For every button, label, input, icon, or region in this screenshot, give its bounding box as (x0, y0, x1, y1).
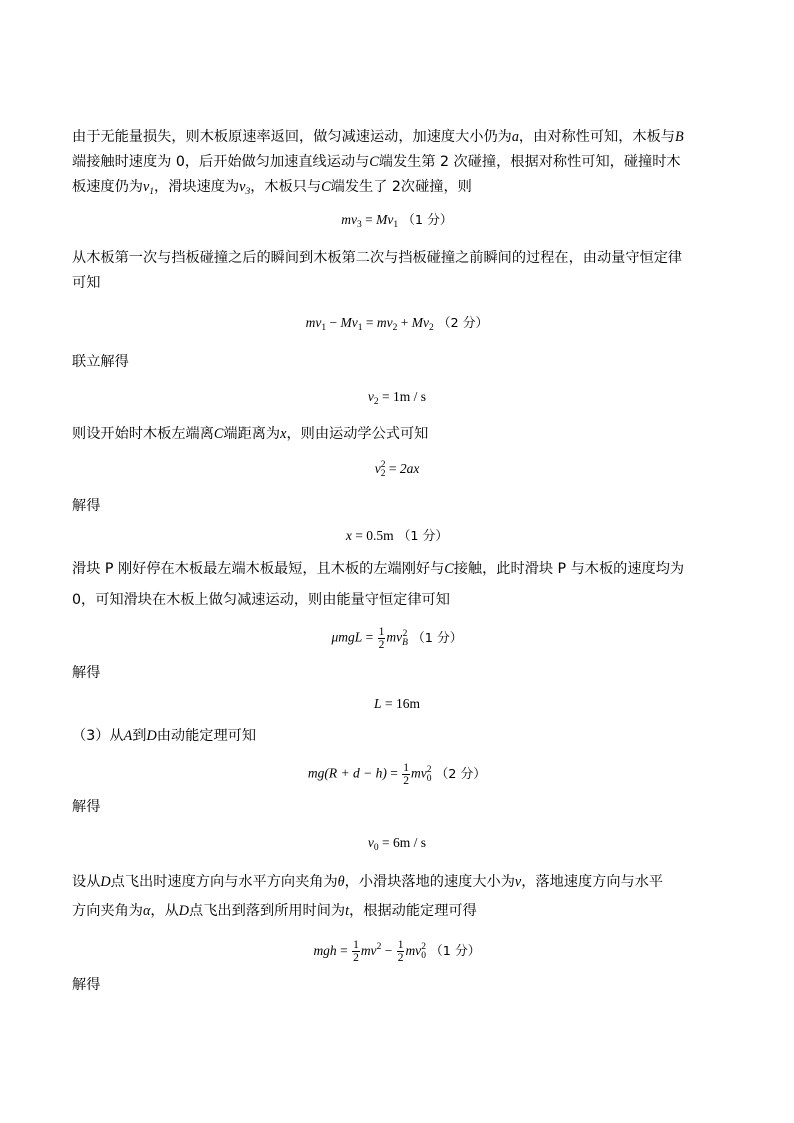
variable: x (280, 426, 287, 442)
equation-4 (0, 460, 794, 479)
subscript: 0 (421, 950, 426, 961)
paragraph-line (72, 178, 472, 201)
text: 到 (132, 728, 147, 744)
score-note: （1 分） (411, 630, 463, 646)
variable: C (444, 561, 454, 577)
score-note: （2 分） (435, 766, 487, 782)
eq-operator: = (385, 461, 400, 476)
eq-operator: = (336, 943, 352, 958)
text: 则设开始时木板左端离 (72, 426, 214, 442)
text: 端接触时速度为 0，后开始做匀加速直线运动与 (72, 154, 370, 170)
fraction (397, 939, 405, 964)
eq-term: 0.5m (366, 528, 394, 543)
eq-term: v (367, 389, 374, 404)
eq-operator: + (397, 315, 412, 330)
text: ，落地速度方向与水平 (521, 874, 664, 890)
eq-operator: = (381, 696, 396, 711)
eq-term: L (374, 696, 382, 711)
text: 由于无能量损失，则木板原速率返回，做匀减速运动，加速度大小仍为 (72, 129, 512, 145)
paragraph-line (72, 591, 450, 609)
equation-9 (0, 834, 794, 857)
equation-2 (0, 314, 794, 337)
subscript: 1 (393, 220, 399, 230)
paragraph-line (72, 353, 129, 371)
subscript: 2 (392, 323, 398, 333)
text: 端发生了 2次碰撞，则 (330, 179, 472, 195)
variable: D (178, 903, 190, 919)
text: 方向夹角为 (72, 903, 143, 919)
eq-term: Mv (376, 212, 394, 227)
superscript: 2 (380, 459, 386, 470)
text: （3）从 (72, 728, 124, 744)
eq-term: mgh (313, 943, 337, 958)
paragraph-line (72, 249, 682, 267)
text: ，则由运动学公式可知 (286, 426, 429, 442)
score-note: （2 分） (437, 316, 489, 331)
variable: B (675, 129, 684, 145)
variable: θ (337, 874, 345, 890)
eq-term: mv (360, 943, 377, 958)
paragraph-line (72, 798, 100, 816)
numerator: 1 (403, 762, 409, 774)
fraction (402, 762, 410, 787)
text: ，从 (150, 903, 179, 919)
eq-operator: = (362, 315, 377, 330)
text: 解得 (72, 498, 101, 514)
text: 0，可知滑块在木板上做匀减速运动，则由能量守恒定律可知 (72, 592, 450, 608)
paragraph-line (72, 727, 256, 745)
eq-term: 2ax (399, 461, 420, 476)
fraction (352, 939, 360, 964)
subscript: 1 (149, 187, 155, 197)
subscript: 3 (357, 220, 362, 230)
denominator: 2 (397, 952, 404, 965)
eq-term: v (374, 461, 381, 476)
subscript: 2 (373, 397, 379, 407)
paragraph-line (72, 274, 100, 292)
numerator: 1 (353, 939, 359, 952)
numerator: 1 (378, 626, 385, 638)
equation-7 (0, 695, 794, 713)
paragraph-line (72, 902, 477, 920)
eq-term: mv (305, 315, 322, 330)
text: 点飞出时速度方向与水平方向夹角为 (110, 874, 338, 890)
text: 由动能定理可知 (156, 728, 257, 744)
score-note: （1 分） (397, 529, 449, 544)
subscript: 2 (380, 468, 386, 479)
eq-operator: − (326, 315, 341, 330)
eq-operator: = (386, 765, 402, 781)
eq-operator: = (361, 212, 377, 227)
eq-term: μmgL (331, 629, 363, 645)
denominator: 2 (353, 952, 359, 965)
eq-term: mv (376, 315, 393, 330)
variable: A (123, 728, 133, 744)
eq-operator: = (351, 528, 367, 543)
text: 端发生第 2 次碰撞，根据对称性可知，碰撞时木 (378, 154, 681, 170)
eq-term: Mv (340, 315, 358, 330)
subscript: 1 (357, 323, 363, 333)
equation-1 (0, 211, 794, 234)
text: 从木板第一次与挡板碰撞之后的瞬间到木板第二次与挡板碰撞之前瞬间的过程在，由动量守恒定律 (72, 250, 683, 266)
eq-term: mv (405, 943, 422, 958)
variable: v (514, 874, 522, 890)
denominator: 2 (378, 639, 385, 651)
subscript: 2 (429, 323, 434, 333)
superscript: 2 (426, 764, 432, 775)
eq-term: x (345, 528, 352, 543)
text: ，由对称性可知，木板与 (518, 129, 675, 145)
variable: C (213, 426, 224, 442)
text: 接触，此时滑块 P 与木板的速度均为 (453, 561, 685, 577)
text: 可知 (72, 275, 101, 291)
eq-operator: = (378, 835, 394, 850)
equation-10 (0, 938, 794, 964)
numerator: 1 (397, 939, 404, 952)
text: 端距离为 (223, 426, 281, 442)
text: 设从 (72, 874, 101, 890)
paragraph-line (72, 976, 100, 994)
variable: t (345, 903, 350, 919)
text: 解得 (72, 665, 101, 681)
variable: v (142, 179, 150, 195)
variable: D (100, 874, 111, 890)
variable: C (321, 179, 331, 195)
variable: C (369, 154, 379, 170)
equation-3 (0, 388, 794, 411)
paragraph-line (72, 425, 428, 443)
eq-term: mv (341, 212, 357, 227)
eq-operator: = (362, 629, 377, 645)
subscript: 0 (373, 843, 379, 853)
denominator: 2 (403, 775, 409, 787)
variable: v (239, 179, 246, 195)
equation-5 (0, 527, 794, 546)
subscript: 1 (321, 323, 327, 333)
paragraph-line (72, 497, 100, 515)
text: ，小滑块落地的速度大小为 (344, 874, 515, 890)
paragraph-line (72, 664, 100, 682)
score-note: （1 分） (429, 944, 481, 959)
variable: a (511, 129, 519, 145)
equation-6 (0, 626, 794, 651)
eq-term: v (367, 835, 374, 850)
score-note: （1 分） (402, 213, 453, 228)
paragraph-line (72, 128, 684, 146)
paragraph-line (72, 873, 663, 891)
text: 板速度仍为 (72, 179, 143, 195)
text: 滑块 P 刚好停在木板最左端木板最短，且木板的左端刚好与 (72, 561, 445, 577)
text: 解得 (72, 799, 101, 815)
text: ，木板只与 (250, 179, 322, 195)
eq-term: mv (410, 765, 427, 781)
text: 点飞出到落到所用时间为 (189, 903, 346, 919)
variable: D (146, 728, 157, 744)
subscript: B (402, 637, 408, 648)
paragraph-line (72, 153, 681, 171)
superscript: 2 (402, 628, 408, 639)
text: ，根据动能定理可得 (349, 903, 477, 919)
eq-operator: − (381, 943, 396, 958)
text: 联立解得 (72, 354, 129, 370)
eq-term: 1m / s (393, 389, 427, 404)
subscript: 0 (426, 773, 432, 784)
text: 解得 (72, 977, 101, 993)
eq-term: Mv (411, 315, 429, 330)
eq-term: 16m (395, 696, 420, 711)
superscript: 2 (421, 941, 426, 952)
eq-operator: = (378, 389, 394, 404)
paragraph-line (72, 560, 684, 578)
eq-term: mv (386, 629, 403, 645)
text: ，滑块速度为 (154, 179, 240, 195)
fraction (378, 626, 386, 651)
equation-8 (0, 762, 794, 787)
eq-term: 6m / s (393, 835, 427, 850)
eq-term: mg(R + d − h) (307, 765, 387, 781)
subscript: 3 (245, 187, 251, 197)
variable: α (142, 903, 151, 919)
superscript: 2 (376, 942, 382, 952)
